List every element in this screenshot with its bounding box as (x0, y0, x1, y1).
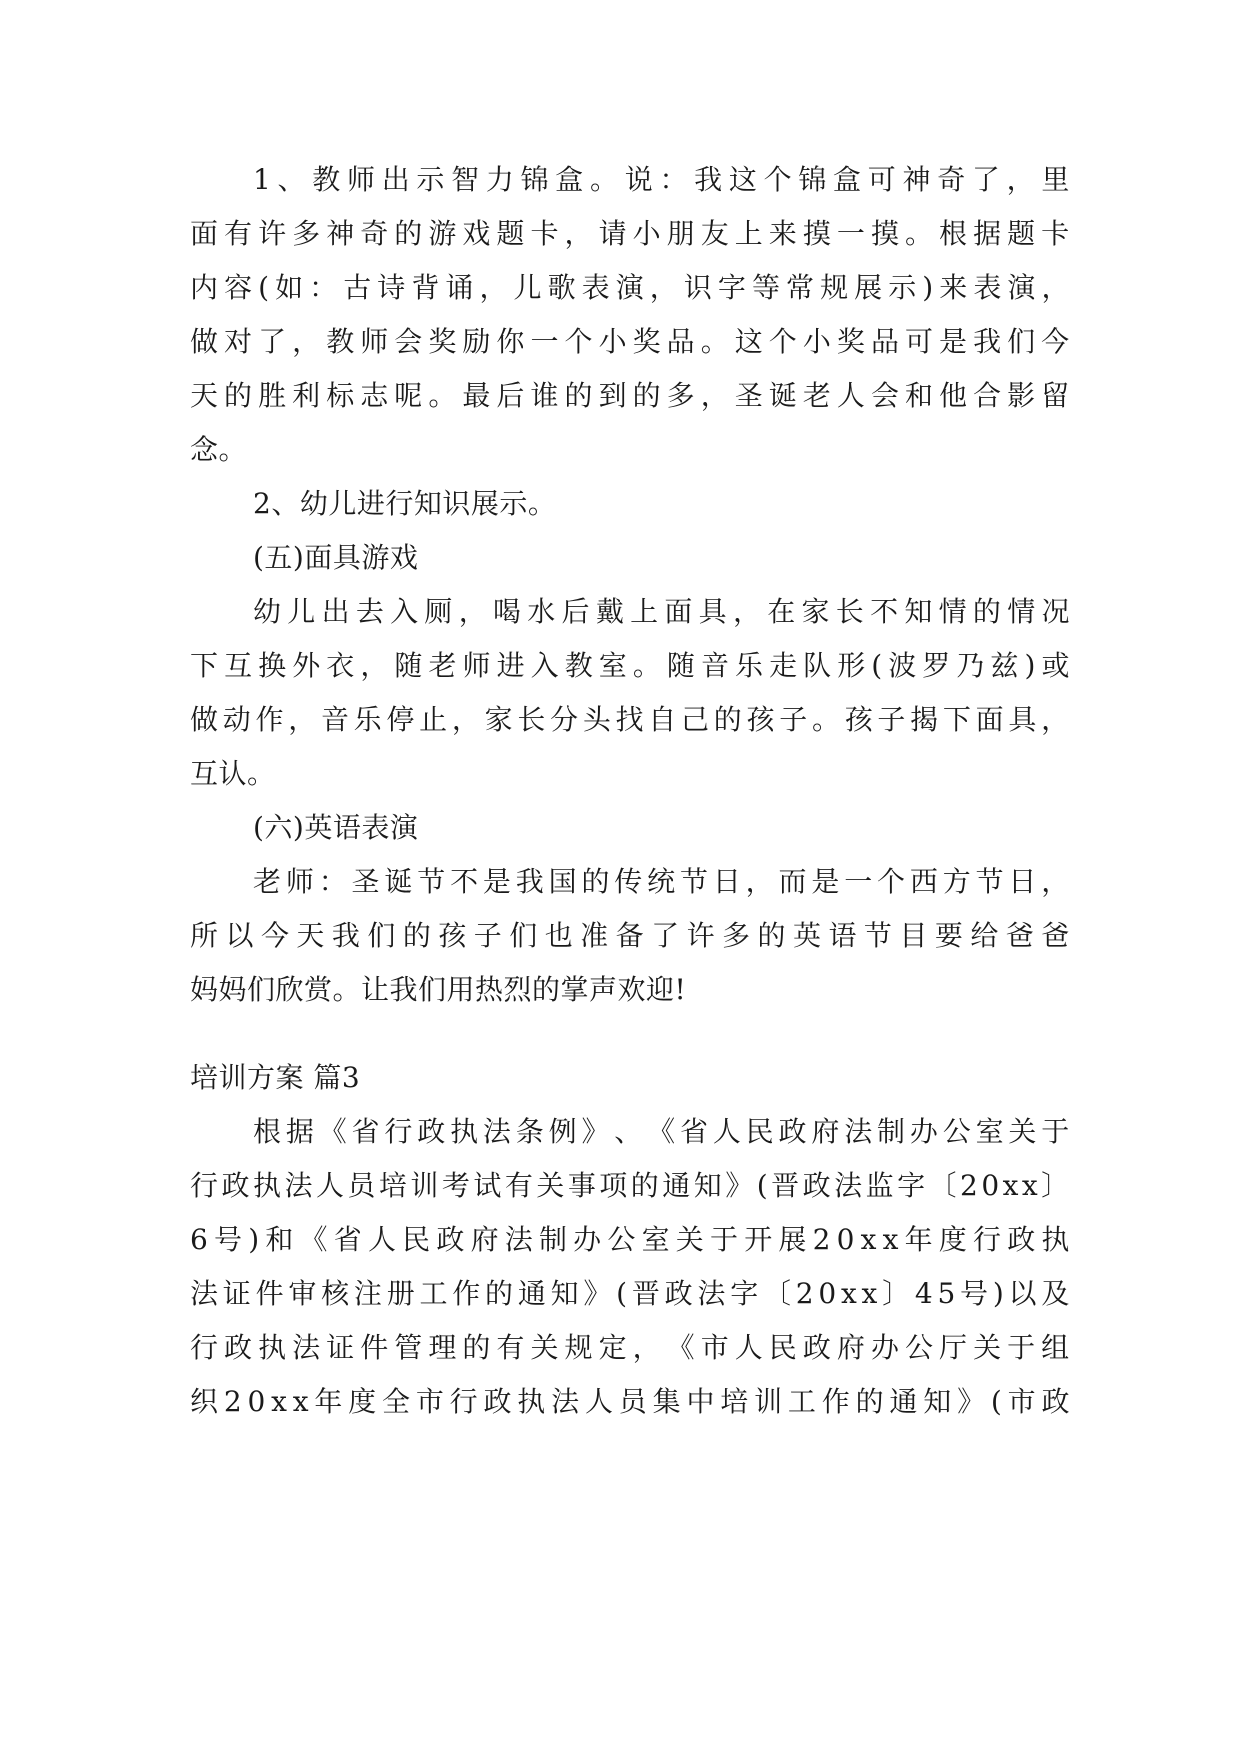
text-line: 幼 儿 出 去 入 厕 ， 喝 水 后 戴 上 面 具 ， 在 家 长 不 知 情 的 情 况 (253, 595, 1070, 628)
text-line: 2、幼儿进行知识展示。 (253, 487, 557, 520)
section-heading: (五)面具游戏 (253, 541, 419, 574)
text-line: 做 动 作 ， 音 乐 停 止 ， 家 长 分 头 找 自 己 的 孩 子 。 孩 子 揭 下 面 具 ， (190, 703, 1070, 736)
text-line: 面 有 许 多 神 奇 的 游 戏 题 卡 ， 请 小 朋 友 上 来 摸 一 摸 。 根 据 题 卡 (190, 217, 1070, 250)
text-line: 行 政 执 法 人 员 培 训 考 试 有 关 事 项 的 通 知 》 ( 晋 政 法 监 字 〔 2 0 x x 〕 (190, 1169, 1070, 1202)
text-line: 念。 (190, 433, 248, 466)
text-line: 老 师 ： 圣 诞 节 不 是 我 国 的 传 统 节 日 ， 而 是 一 个 西 方 节 日 ， (253, 865, 1070, 898)
text-line: 织 2 0 x x 年 度 全 市 行 政 执 法 人 员 集 中 培 训 工 作 的 通 知 》 ( 市 政 (190, 1385, 1070, 1418)
text-line: 法 证 件 审 核 注 册 工 作 的 通 知 》 ( 晋 政 法 字 〔 2 0 x x 〕 4 5 号 ) 以 及 (190, 1277, 1070, 1310)
text-line: 根 据 《 省 行 政 执 法 条 例 》 、 《 省 人 民 政 府 法 制 办 公 室 关 于 (253, 1115, 1070, 1148)
text-line: 内 容 ( 如 ： 古 诗 背 诵 ， 儿 歌 表 演 ， 识 字 等 常 规 展 示 ) 来 表 演 ， (190, 271, 1070, 304)
section-heading: (六)英语表演 (253, 811, 419, 844)
text-line: 1 、 教 师 出 示 智 力 锦 盒 。 说 ： 我 这 个 锦 盒 可 神 奇 了 ， 里 (253, 163, 1070, 196)
text-line: 互认。 (190, 757, 276, 790)
plan-title: 培训方案 篇3 (190, 1061, 361, 1094)
text-line: 做 对 了 ， 教 师 会 奖 励 你 一 个 小 奖 品 。 这 个 小 奖 品 可 是 我 们 今 (190, 325, 1070, 358)
text-line: 妈妈们欣赏。让我们用热烈的掌声欢迎! (190, 973, 687, 1006)
text-line: 行 政 执 法 证 件 管 理 的 有 关 规 定 ， 《 市 人 民 政 府 办 公 厅 关 于 组 (190, 1331, 1070, 1364)
text-line: 6 号 ) 和 《 省 人 民 政 府 法 制 办 公 室 关 于 开 展 2 0 x x 年 度 行 政 执 (190, 1223, 1070, 1256)
text-line: 下 互 换 外 衣 ， 随 老 师 进 入 教 室 。 随 音 乐 走 队 形 ( 波 罗 乃 兹 ) 或 (190, 649, 1070, 682)
text-line: 所 以 今 天 我 们 的 孩 子 们 也 准 备 了 许 多 的 英 语 节 目 要 给 爸 爸 (190, 919, 1070, 952)
text-line: 天 的 胜 利 标 志 呢 。 最 后 谁 的 到 的 多 ， 圣 诞 老 人 会 和 他 合 影 留 (190, 379, 1070, 412)
